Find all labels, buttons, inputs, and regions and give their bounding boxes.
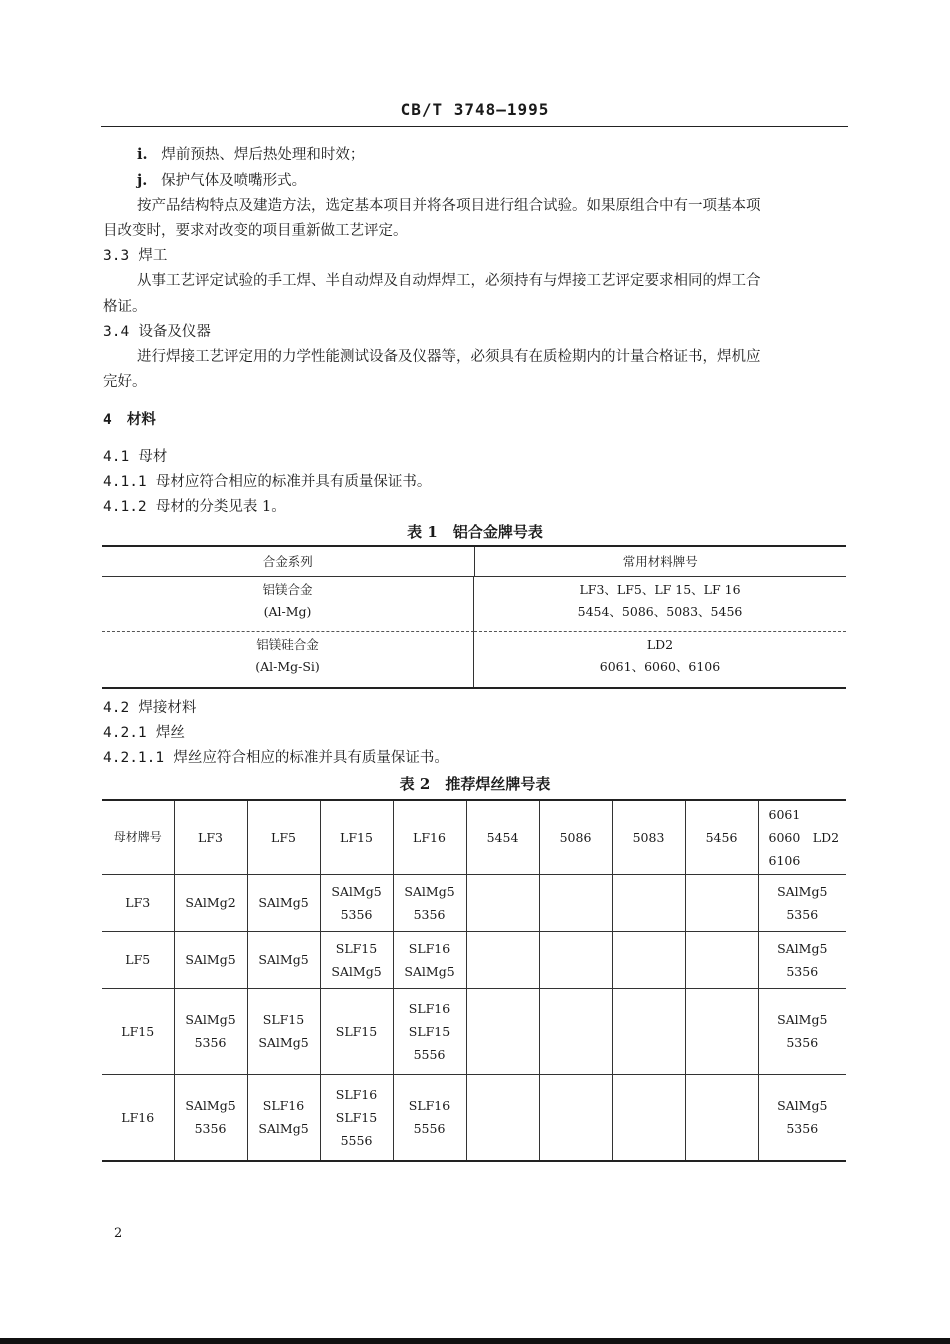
clause-4-1-1 xyxy=(103,472,431,492)
list-item-j xyxy=(137,171,306,191)
table-cell xyxy=(320,988,393,1074)
column-header: 5454 xyxy=(466,800,539,874)
series-name: 铝镁合金 xyxy=(262,582,313,597)
clause-4-2-1-1 xyxy=(103,748,449,768)
table1-header-row xyxy=(102,547,846,577)
table-cell xyxy=(247,931,320,988)
table2-filler-wire xyxy=(102,799,846,1162)
cell-line: SAlMg5 xyxy=(404,883,455,899)
table2-caption: 表 2 推荐焊丝牌号表 xyxy=(399,775,551,793)
section-heading-3-3 xyxy=(103,246,167,266)
cell-line: SAlMg5 xyxy=(185,1098,236,1114)
section-number: 4 xyxy=(103,412,112,428)
table-row xyxy=(102,632,846,687)
series-formula: (Al-Mg-Si) xyxy=(255,659,320,674)
cell-line: SLF15 xyxy=(335,1109,378,1125)
cell-line: SLF16 xyxy=(408,1000,451,1016)
table-cell xyxy=(247,874,320,931)
section-number: 4.1 xyxy=(103,449,130,465)
cell-line: SAlMg2 xyxy=(185,895,236,910)
column-header-line: 6061 xyxy=(768,806,801,822)
table-cell xyxy=(539,988,612,1074)
table1-grades-cell xyxy=(474,632,846,687)
cell-line: SAlMg5 xyxy=(331,883,382,899)
cell-line: SAlMg5 xyxy=(777,940,828,956)
clause-4-1-2 xyxy=(103,497,286,517)
list-text: 保护气体及喷嘴形式。 xyxy=(161,173,307,189)
table1-series-cell xyxy=(102,632,474,687)
section-title: 焊工 xyxy=(138,248,168,264)
table-cell xyxy=(612,988,685,1074)
list-text: 焊前预热、焊后热处理和时效； xyxy=(161,147,365,163)
section-number: 4.2.1.1 xyxy=(103,750,165,766)
cell-line: SLF15 xyxy=(335,940,378,956)
grades-line: LD2 xyxy=(646,637,674,652)
row-header: LF5 xyxy=(102,931,174,988)
table-cell xyxy=(466,988,539,1074)
section-number: 4.2.1 xyxy=(103,725,147,741)
cell-line: SAlMg5 xyxy=(331,963,382,979)
table1-alloy-grades xyxy=(102,545,846,689)
section-title: 母材 xyxy=(138,449,168,465)
cell-line: SAlMg5 xyxy=(258,952,309,967)
cell-line: 5356 xyxy=(786,1035,819,1050)
cell-line: SAlMg5 xyxy=(185,952,236,967)
table-cell xyxy=(758,1074,846,1161)
table-cell xyxy=(393,874,466,931)
table-cell xyxy=(466,1074,539,1161)
cell-line: SAlMg5 xyxy=(777,883,828,899)
section-number: 4.2 xyxy=(103,700,130,716)
column-header: 5083 xyxy=(612,800,685,874)
table-row xyxy=(102,1074,846,1161)
cell-line: 5356 xyxy=(786,906,819,922)
section-heading-4-2-1 xyxy=(103,723,185,743)
cell-line: 5356 xyxy=(340,906,373,922)
table-cell xyxy=(612,1074,685,1161)
table-row xyxy=(102,988,846,1074)
clause-text: 母材的分类见表 1。 xyxy=(155,499,286,515)
section-number: 3.3 xyxy=(103,248,130,264)
cell-line: SLF15 xyxy=(335,1023,378,1039)
cell-line: SAlMg5 xyxy=(185,1012,236,1027)
table-cell xyxy=(758,931,846,988)
scan-bottom-edge xyxy=(0,1338,950,1344)
cell-line: SAlMg5 xyxy=(258,1121,309,1137)
column-header xyxy=(758,800,846,874)
cell-line: SAlMg5 xyxy=(258,1035,309,1050)
section-number: 4.1.1 xyxy=(103,474,147,490)
section-heading-4-1 xyxy=(103,447,167,467)
paragraph-line: 进行焊接工艺评定用的力学性能测试设备及仪器等，必须具有在质检期内的计量合格证书，焊机应 xyxy=(137,349,761,365)
column-header: LF15 xyxy=(320,800,393,874)
column-header: LF16 xyxy=(393,800,466,874)
table-cell xyxy=(247,988,320,1074)
table-cell xyxy=(685,931,758,988)
section-title: 设备及仪器 xyxy=(138,324,211,340)
row-header: LF16 xyxy=(102,1074,174,1161)
table-row xyxy=(102,874,846,931)
section-heading-3-4 xyxy=(103,322,211,342)
table-cell xyxy=(685,874,758,931)
table-cell xyxy=(393,1074,466,1161)
column-header-line: 6106 xyxy=(768,852,801,868)
list-marker: i. xyxy=(137,146,148,163)
cell-line: SLF16 xyxy=(262,1098,305,1114)
cell-line: SAlMg5 xyxy=(777,1098,828,1114)
cell-line: 5356 xyxy=(194,1121,227,1137)
table-cell xyxy=(320,931,393,988)
cell-line: 5356 xyxy=(413,906,446,922)
section-number: 3.4 xyxy=(103,324,130,340)
table2-corner-label: 母材牌号 xyxy=(102,800,174,874)
series-formula: (Al-Mg) xyxy=(263,604,312,619)
table-cell xyxy=(174,988,247,1074)
column-header: 5086 xyxy=(539,800,612,874)
cell-line: 5556 xyxy=(340,1132,373,1148)
table1-series-cell xyxy=(102,577,474,632)
cell-line: SAlMg5 xyxy=(777,1012,828,1027)
table1-grades-cell xyxy=(474,577,846,632)
table-cell xyxy=(612,874,685,931)
table-cell xyxy=(247,1074,320,1161)
series-name: 铝镁硅合金 xyxy=(256,637,319,652)
section-number: 4.1.2 xyxy=(103,499,147,515)
table1-header-grades: 常用材料牌号 xyxy=(475,547,847,577)
clause-text: 母材应符合相应的标准并具有质量保证书。 xyxy=(155,474,432,490)
cell-line: SAlMg5 xyxy=(404,963,455,979)
cell-line: SLF16 xyxy=(408,1098,451,1114)
section-heading-4 xyxy=(103,410,156,430)
table-cell xyxy=(758,988,846,1074)
table-cell xyxy=(539,1074,612,1161)
cell-line: 5356 xyxy=(786,1121,819,1137)
table-cell xyxy=(466,874,539,931)
section-heading-4-2 xyxy=(103,698,196,718)
standard-code-header: CB/T 3748—1995 xyxy=(400,100,550,119)
cell-line: 5556 xyxy=(413,1121,446,1137)
table-cell xyxy=(612,931,685,988)
grades-line: 5454、5086、5083、5456 xyxy=(577,604,743,619)
table-cell xyxy=(758,874,846,931)
table-cell xyxy=(174,931,247,988)
section-title: 焊接材料 xyxy=(138,700,197,716)
cell-line: SAlMg5 xyxy=(258,895,309,910)
section-title: 材料 xyxy=(126,411,156,428)
paragraph-line: 从事工艺评定试验的手工焊、半自动焊及自动焊焊工，必须持有与焊接工艺评定要求相同的焊工合 xyxy=(137,273,761,289)
table-row xyxy=(102,931,846,988)
paragraph-line: 目改变时，要求对改变的项目重新做工艺评定。 xyxy=(103,223,408,239)
cell-line: SLF16 xyxy=(408,940,451,956)
paragraph-line: 格证。 xyxy=(103,299,147,315)
table-cell xyxy=(174,874,247,931)
row-header: LF3 xyxy=(102,874,174,931)
grades-line: 6061、6060、6106 xyxy=(599,659,721,674)
section-title: 焊丝 xyxy=(155,725,185,741)
table-cell xyxy=(539,874,612,931)
paragraph-line: 按产品结构特点及建造方法，选定基本项目并将各项目进行组合试验。如果原组合中有一项基本项 xyxy=(137,198,761,214)
column-header: 5456 xyxy=(685,800,758,874)
cell-line: SLF16 xyxy=(335,1086,378,1102)
page-number: 2 xyxy=(114,1226,123,1241)
list-item-i xyxy=(137,145,364,165)
paragraph-line: 完好。 xyxy=(103,374,147,390)
table-cell xyxy=(393,931,466,988)
clause-text: 焊丝应符合相应的标准并具有质量保证书。 xyxy=(173,750,449,766)
cell-line: SLF15 xyxy=(408,1023,451,1039)
table1-header-series: 合金系列 xyxy=(102,547,475,577)
column-header: LF3 xyxy=(174,800,247,874)
table-cell xyxy=(539,931,612,988)
cell-line: 5356 xyxy=(194,1035,227,1050)
table-cell xyxy=(174,1074,247,1161)
row-header: LF15 xyxy=(102,988,174,1074)
column-header-line: 6060 LD2 xyxy=(768,829,840,845)
table-cell xyxy=(320,1074,393,1161)
table-cell xyxy=(685,1074,758,1161)
grades-line: LF3、LF5、LF 15、LF 16 xyxy=(579,582,741,597)
table-cell xyxy=(320,874,393,931)
table-row xyxy=(102,577,846,632)
header-rule xyxy=(101,126,848,127)
table1-caption: 表 1 铝合金牌号表 xyxy=(407,523,543,541)
table-cell xyxy=(466,931,539,988)
list-marker: j. xyxy=(137,172,148,189)
cell-line: 5556 xyxy=(413,1046,446,1062)
cell-line: SLF15 xyxy=(262,1012,305,1027)
table-cell xyxy=(393,988,466,1074)
table2-header-row xyxy=(102,800,846,874)
column-header: LF5 xyxy=(247,800,320,874)
cell-line: 5356 xyxy=(786,963,819,979)
table-cell xyxy=(685,988,758,1074)
